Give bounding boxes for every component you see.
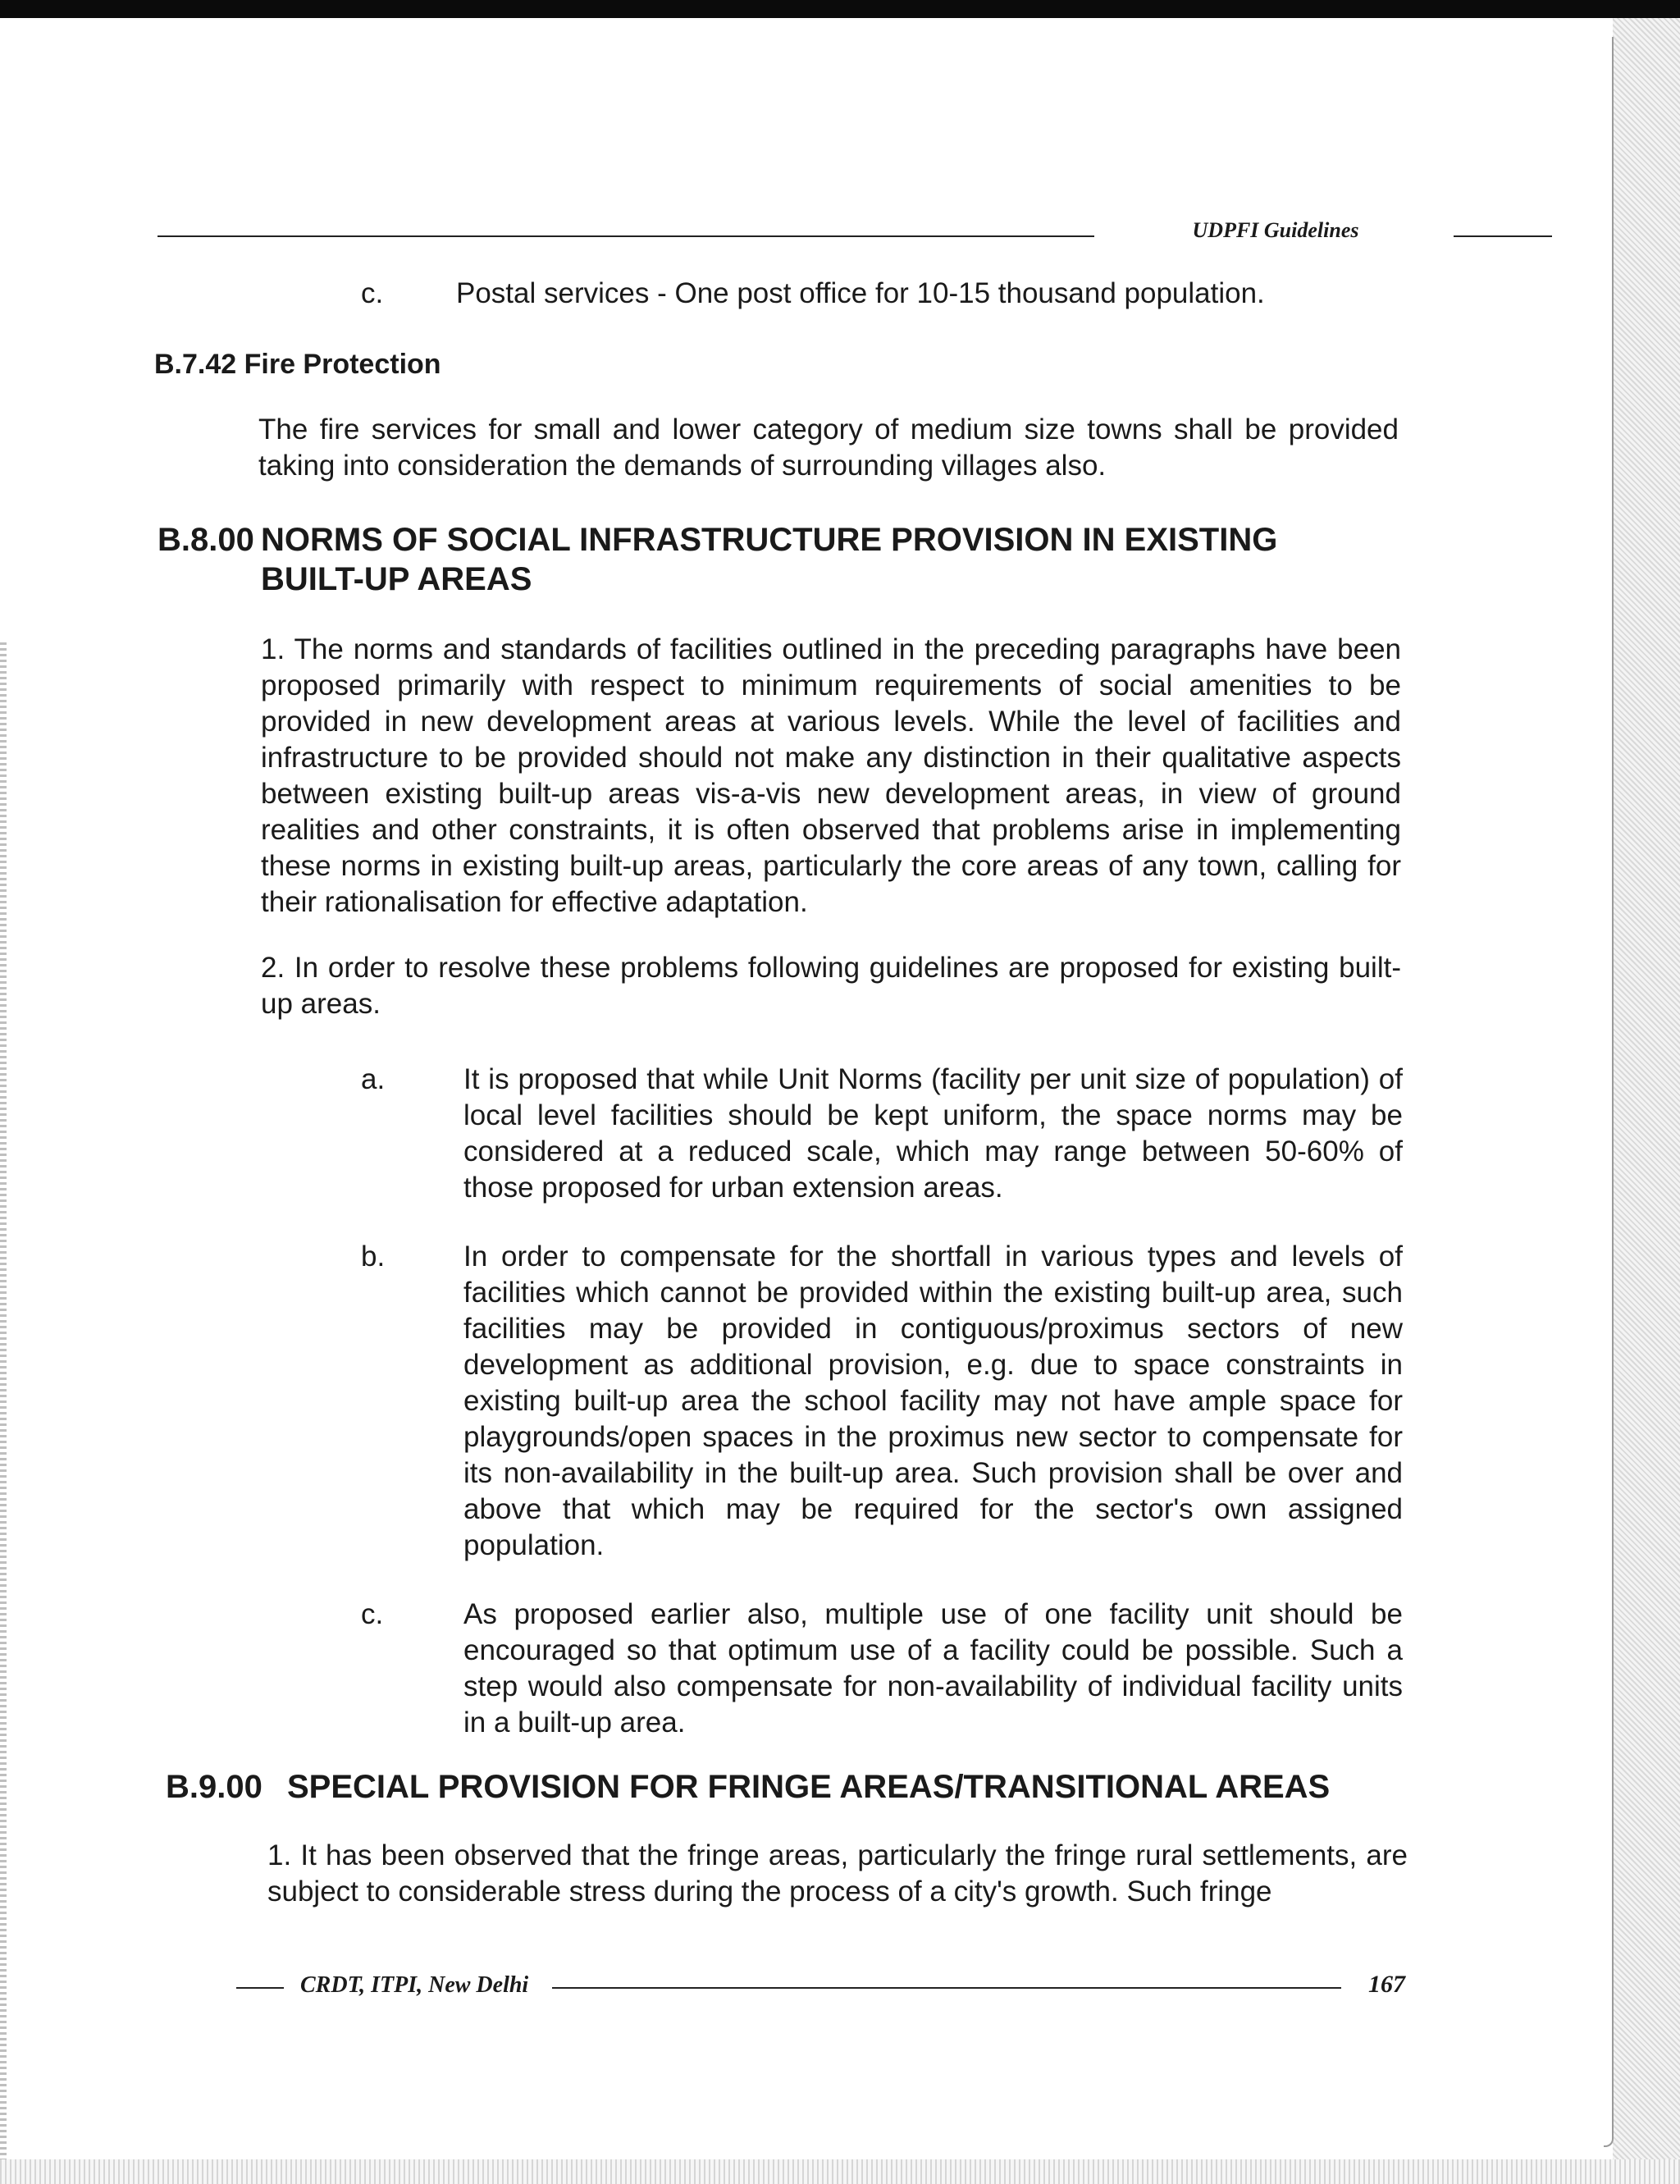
list-item-text-b: In order to compensate for the shortfall in various types and levels of facilities which cannot be provided within the existing built-up area, such facilities may be provided in contiguous/proximus sectors of new development as additional provision, e.g. due to space constraints in existing built-up area the school facility may not have ample space for playgrounds/open spaces in the proximus new sector to compensate for its non-availability in the built-up area. Such provision shall be over and above that which may be required for the sector's own assigned population.	[463, 1240, 1403, 1561]
footer-rule-left	[236, 1987, 284, 1989]
page-edge	[1604, 37, 1614, 2147]
b8-section-number: B.8.00	[158, 522, 254, 558]
postal-item-marker: c.	[361, 277, 384, 309]
b8-section-title-line1: NORMS OF SOCIAL INFRASTRUCTURE PROVISION IN EXISTING	[261, 522, 1278, 558]
fire-protection-paragraph: The fire services for small and lower category of medium size towns shall be provided taking into consideration the demands of surrounding villages also.	[258, 413, 1399, 482]
running-header	[158, 210, 1395, 243]
scan-border-bottom	[0, 2159, 1680, 2184]
footer-label: CRDT, ITPI, New Delhi	[300, 1972, 529, 1998]
header-rule-right	[1454, 235, 1552, 237]
b8-paragraph-2: 2. In order to resolve these problems following guidelines are proposed for existing built-up areas.	[261, 952, 1401, 1020]
footer-rule-right	[552, 1987, 1341, 1989]
b9-section-number: B.9.00	[166, 1769, 262, 1805]
b9-paragraph-1: 1. It has been observed that the fringe areas, particularly the fringe rural settlements, are subject to considerable stress during the process of a city's growth. Such fringe	[267, 1839, 1408, 1908]
b9-section-title: SPECIAL PROVISION FOR FRINGE AREAS/TRANSITIONAL AREAS	[287, 1769, 1331, 1805]
page-number: 167	[1368, 1971, 1405, 1998]
list-item-marker-c: c.	[361, 1598, 384, 1630]
b8-section-title-line2: BUILT-UP AREAS	[261, 561, 532, 597]
postal-item-text: Postal services - One post office for 10-15 thousand population.	[456, 277, 1265, 309]
header-title: UDPFI Guidelines	[1192, 218, 1359, 242]
scan-border-left	[0, 640, 7, 2184]
list-item-marker-a: a.	[361, 1063, 386, 1095]
list-item-text-c: As proposed earlier also, multiple use of one facility unit should be encouraged so that optimum use of a facility could be possible. Such a step would also compensate for non-availability of individual facility units in a built-up area.	[463, 1598, 1403, 1739]
list-item-marker-b: b.	[361, 1240, 386, 1272]
header-rule-left	[158, 235, 1094, 237]
b8-paragraph-1: 1. The norms and standards of facilities outlined in the preceding paragraphs have been proposed primarily with respect to minimum requirements of social amenities to be provided in new development areas at various levels. While the level of facilities and infrastructure to be provided should not make any distinction in their qualitative aspects between existing built-up areas vis-a-vis new development areas, in view of ground realities and other constraints, it is often observed that problems arise in implementing these norms in existing built-up areas, particularly the core areas of any town, calling for their rationalisation for effective adaptation.	[261, 633, 1401, 918]
scan-border-top	[0, 0, 1680, 18]
scan-border-right	[1613, 18, 1680, 2184]
running-footer	[236, 1967, 1409, 2000]
fire-protection-heading: B.7.42 Fire Protection	[154, 349, 441, 380]
list-item-text-a: It is proposed that while Unit Norms (facility per unit size of population) of local level facilities should be kept uniform, the space norms may be considered at a reduced scale, which may range between 50-60% of those proposed for urban extension areas.	[463, 1063, 1403, 1204]
